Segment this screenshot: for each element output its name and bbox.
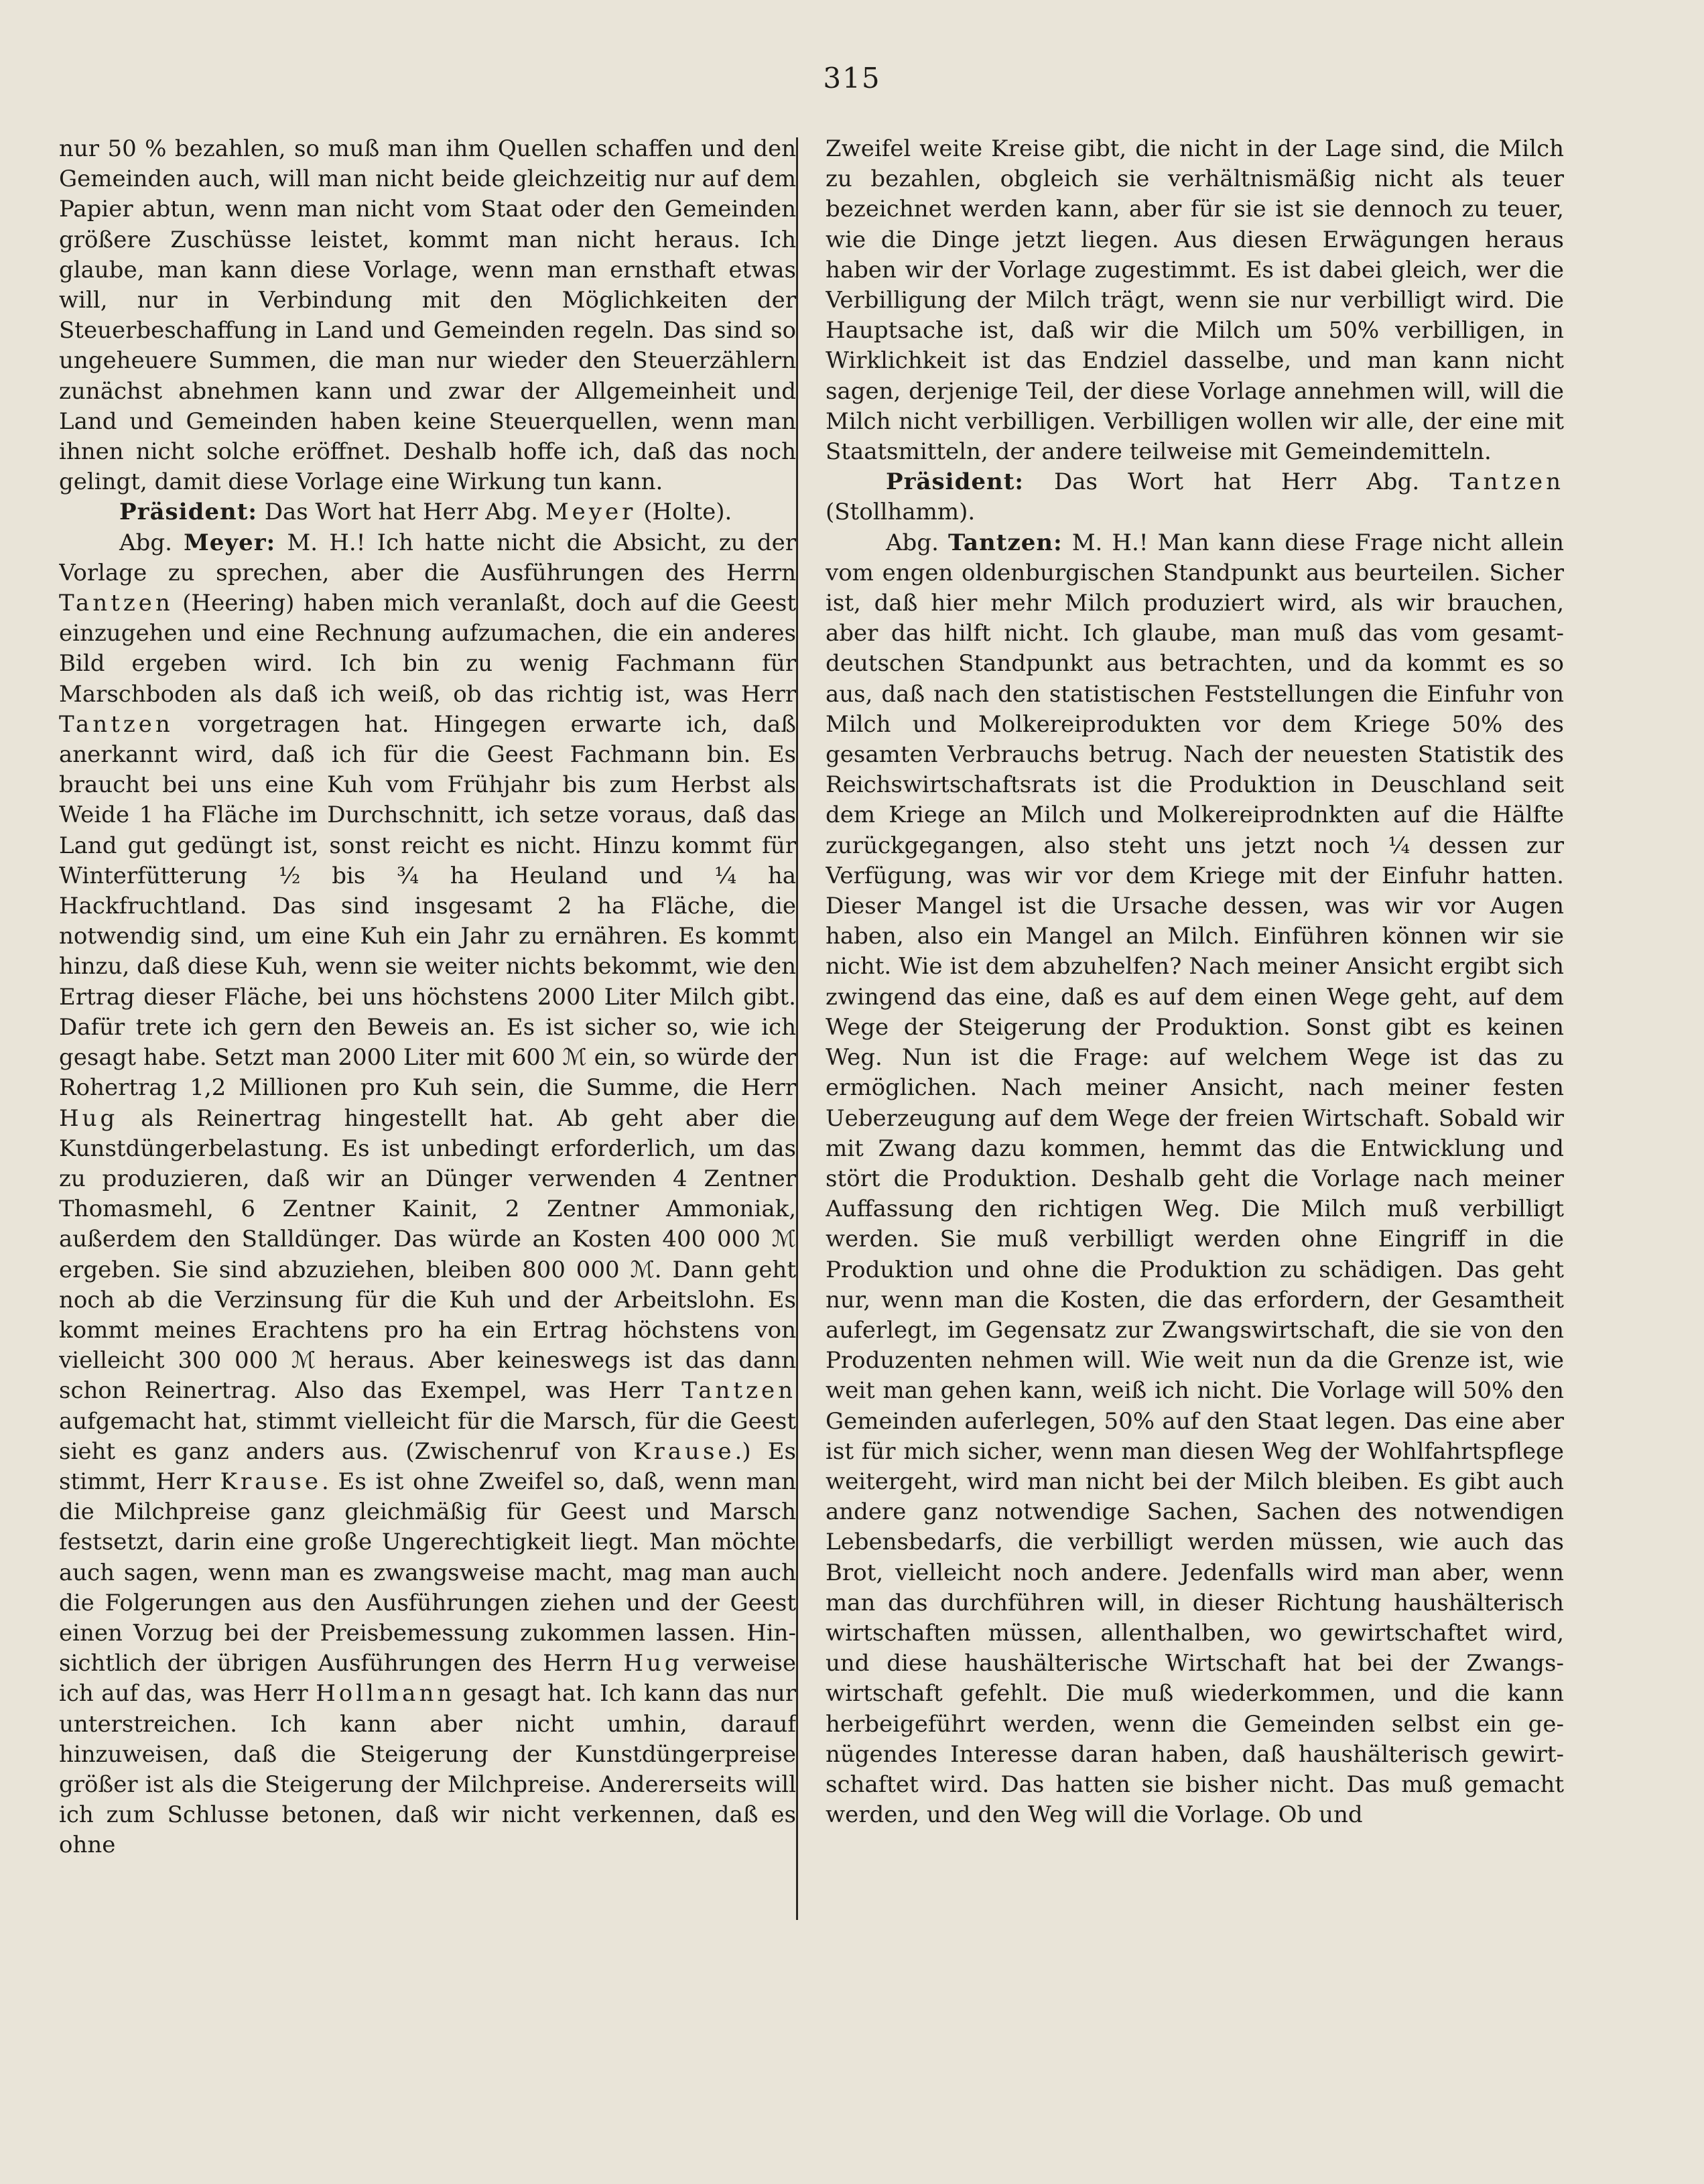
text-span: vorgetragen hat. Hingegen erwarte ich, daß anerkannt wird, daß ich für die Geest Fachmann bin. Es braucht bei uns eine Kuh vom Frühjahr bis zum Herbst als Weide 1 ha Fläche im Durchschnitt, ich setze voraus, daß das Land gut gedüngt ist, sonst reicht es nicht. Hinzu kommt für Winterfütterung ½ bis ¾ ha Heuland und ¼ ha Hackfruchtland. Das sind insgesamt 2 ha Fläche, die notwendig sind, um eine Kuh ein Jahr zu ernähren. Es kommt hinzu, daß diese Kuh, wenn sie weiter nichts bekommt, wie den Ertrag dieser Fläche, bei uns höchstens 2000 Liter Milch gibt. Dafür trete ich gern den Beweis an. Es ist sicher so, wie ich gesagt habe. Setzt man 2000 Liter mit 600 ℳ ein, so würde der Rohertrag 1,2 Millionen pro Kuh sein, die Summe, die Herr (59, 710, 796, 1102)
column-divider (796, 137, 798, 1920)
person-name: Krause (220, 1468, 322, 1495)
speaker-label: Tantzen: (947, 529, 1063, 556)
person-name: Meyer (545, 499, 637, 526)
text-span: Das Wort hat Herr Abg. (1054, 468, 1420, 496)
text-span: (Holte). (643, 499, 732, 526)
text-span: aufgemacht hat, stimmt vielleicht für die Marsch, für die Geest sieht es ganz anders aus. (Zwischenruf von (59, 1407, 796, 1465)
text-span: gesagt hat. Ich kann das nur unterstreichen. Ich kann aber nicht umhin, darauf hinzuweisen, daß die Steigerung der Kunstdüngerpreise größer ist als die Steigerung der Milchpreise. Andererseits will ich zum Schlusse betonen, daß wir nicht verkennen, daß es ohne (59, 1680, 796, 1859)
right-paragraph-1: Zweifel weite Kreise gibt, die nicht in der Lage sind, die Milch zu bezahlen, obgleich sie verhältnismäßig nicht als teuer bezeichnet werden kann, aber für sie ist sie dennoch zu teuer, wie die Dinge jetzt liegen. Aus diesen Erwägungen heraus haben wir der Vorlage zugestimmt. Es ist dabei gleich, wer die Verbilligung der Milch trägt, wenn sie nur verbilligt wird. Die Hauptsache ist, daß wir die Milch um 50% verbilligen, in Wirklichkeit ist das Endziel dasselbe, und man kann nicht sagen, derjenige Teil, der diese Vorlage annehmen will, will die Milch nicht verbilligen. Verbilligen wollen wir alle, der eine mit Staatsmitteln, der andere teilweise mit Gemeindemitteln. (826, 135, 1564, 466)
person-name: Tantzen (681, 1377, 796, 1405)
right-paragraph-tantzen (826, 528, 1564, 1831)
person-name: Krause (633, 1437, 735, 1465)
left-paragraph-meyer (59, 528, 796, 1861)
text-span: Das Wort hat Herr Abg. (264, 499, 538, 526)
person-name: Hug (59, 1104, 119, 1132)
speaker-label: Präsident: (119, 499, 257, 526)
text-span: M. H.! Man kann diese Frage nicht allein vom engen oldenburgischen Standpunkt aus beurteilen. Sicher ist, daß hier mehr Milch produziert wird, als wir brauchen, aber das hilft nicht. Ich glaube, man muß das vom gesamt-deutschen Standpunkt aus betrachten, und da kommt es so aus, daß nach den statistischen Feststellungen die Einfuhr von Milch und Molkereiprodukten vor dem Kriege 50% des gesamten Verbrauchs betrug. Nach der neuesten Statistik des Reichswirtschaftsrats ist die Produktion in Deuschland seit dem Kriege an Milch und Molkereiprodnkten auf die Hälfte zurückgegangen, also steht uns jetzt noch ¼ dessen zur Verfügung, was wir vor dem Kriege mit der Einfuhr hatten. Dieser Mangel ist die Ursache dessen, was wir vor Augen haben, also ein Mangel an Milch. Einführen können wir sie nicht. Wie ist dem abzuhelfen? Nach meiner Ansicht ergibt sich zwingend das eine, daß es auf dem einen Wege geht, auf dem Wege der Steigerung der Produktion. Sonst gibt es keinen Weg. Nun ist die Frage: auf welchem Wege ist das zu ermöglichen. Nach meiner Ansicht, nach meiner festen Ueberzeugung auf dem Wege der freien Wirtschaft. Sobald wir mit Zwang dazu kommen, hemmt das die Entwicklung und stört die Produktion. Deshalb geht die Vorlage nach meiner Auffassung den richtigen Weg. Die Milch muß verbilligt werden. Sie muß verbilligt werden ohne Eingriff in die Produktion und ohne die Produktion zu schädigen. Das geht nur, wenn man die Kosten, die das erfordern, der Gesamtheit auferlegt, im Gegensatz zur Zwangswirtschaft, die sie von den Produzenten nehmen will. Wie weit nun da die Grenze ist, wie weit man gehen kann, weiß ich nicht. Die Vorlage will 50% den Gemeinden auferlegen, 50% auf den Staat legen. Das eine aber ist für mich sicher, wenn man diesen Weg der Wohlfahrtspflege weitergeht, wird man nicht bei der Milch bleiben. Es gibt auch andere ganz notwendige Sachen, Sachen des notwendigen Lebensbedarfs, die verbilligt werden müssen, wie auch das Brot, vielleicht noch andere. Jedenfalls wird man aber, wenn man das durchführen will, in dieser Richtung haushälterisch wirtschaften müssen, allenthalben, wo gewirtschaftet wird, und diese haushälterische Wirtschaft hat bei der Zwangswirtschaft gefehlt. Die muß wiederkommen, und die kann herbeigeführt werden, wenn die Gemeinden selbst ein genügendes Interesse daran haben, daß haushälterisch gewirtschaftet wird. Das hatten sie bisher nicht. Das muß gemacht werden, und den Weg will die Vorlage. Ob und (826, 529, 1564, 1829)
text-span: . Es ist ohne Zweifel so, daß, wenn man die Milchpreise ganz gleichmäßig für Geest und Marsch festsetzt, darin eine große Ungerechtigkeit liegt. Man möchte auch sagen, wenn man es zwangsweise macht, mag man auch die Folgerungen aus den Ausführungen ziehen und der Geest einen Vorzug bei der Preisbemessung zukommen lassen. Hinsichtlich der übrigen Ausführungen des Herrn (59, 1468, 796, 1677)
page-number: 315 (823, 62, 881, 94)
text-span: als Reinertrag hingestellt hat. Ab geht aber die Kunstdüngerbelastung. Es ist unbedingt erforderlich, um das zu produzieren, daß wir an Dünger verwenden 4 Zentner Thomasmehl, 6 Zentner Kainit, 2 Zentner Ammoniak, außerdem den Stalldünger. Das würde an Kosten 400 000 ℳ ergeben. Sie sind abzuziehen, bleiben 800 000 ℳ. Dann geht noch ab die Verzinsung für die Kuh und der Arbeitslohn. Es kommt meines Erachtens pro ha ein Ertrag höchstens von vielleicht 300 000 ℳ heraus. Aber keineswegs ist das dann schon Reinertrag. Also das Exempel, was Herr (59, 1104, 796, 1405)
person-name: Tantzen (59, 590, 174, 617)
text-span: verweise ich auf das, was Herr (59, 1650, 796, 1708)
text-span: (Stollhamm). (826, 499, 976, 526)
right-column (826, 134, 1564, 1943)
text-span: Abg. (119, 529, 172, 556)
person-name: Hollmann (316, 1680, 456, 1708)
person-name: Tantzen (59, 710, 174, 738)
person-name: Hug (623, 1650, 683, 1677)
left-column (59, 134, 796, 1943)
text-span: (Heering) haben mich veranlaßt, doch auf die Geest einzugehen und eine Rechnung aufzumachen, die ein anderes Bild ergeben wird. Ich bin zu wenig Fachmann für Marschboden als daß ich weiß, ob das richtig ist, was Herr (59, 590, 796, 708)
speaker-label: Präsident: (886, 468, 1024, 496)
left-paragraph-1: nur 50 % bezahlen, so muß man ihm Quellen schaffen und den Gemeinden auch, will man nicht beide gleichzeitig nur auf dem Papier abtun, wenn man nicht vom Staat oder den Gemeinden größere Zuschüsse leistet, kommt man nicht heraus. Ich glaube, man kann diese Vorlage, wenn man ernsthaft etwas will, nur in Verbindung mit den Möglichkeiten der Steuerbeschaffung in Land und Gemeinden regeln. Das sind so ungeheuere Summen, die man nur wieder den Steuerzählern zunächst abnehmen kann und zwar der Allgemeinheit und Land und Gemeinden haben keine Steuerquellen, wenn man ihnen nicht solche eröffnet. Deshalb hoffe ich, daß das noch gelingt, damit diese Vorlage eine Wirkung tun kann. (59, 135, 796, 496)
speaker-label: Meyer: (184, 529, 276, 556)
person-name: Tantzen (1449, 468, 1564, 496)
left-paragraph-president (59, 497, 796, 527)
text-span: M. H.! Ich hatte nicht die Absicht, zu der Vorlage zu sprechen, aber die Ausführungen des Herrn (59, 529, 796, 586)
text-span: Abg. (886, 529, 939, 556)
right-paragraph-president (826, 467, 1564, 527)
text-span: .) Es stimmt, Herr (59, 1437, 796, 1495)
